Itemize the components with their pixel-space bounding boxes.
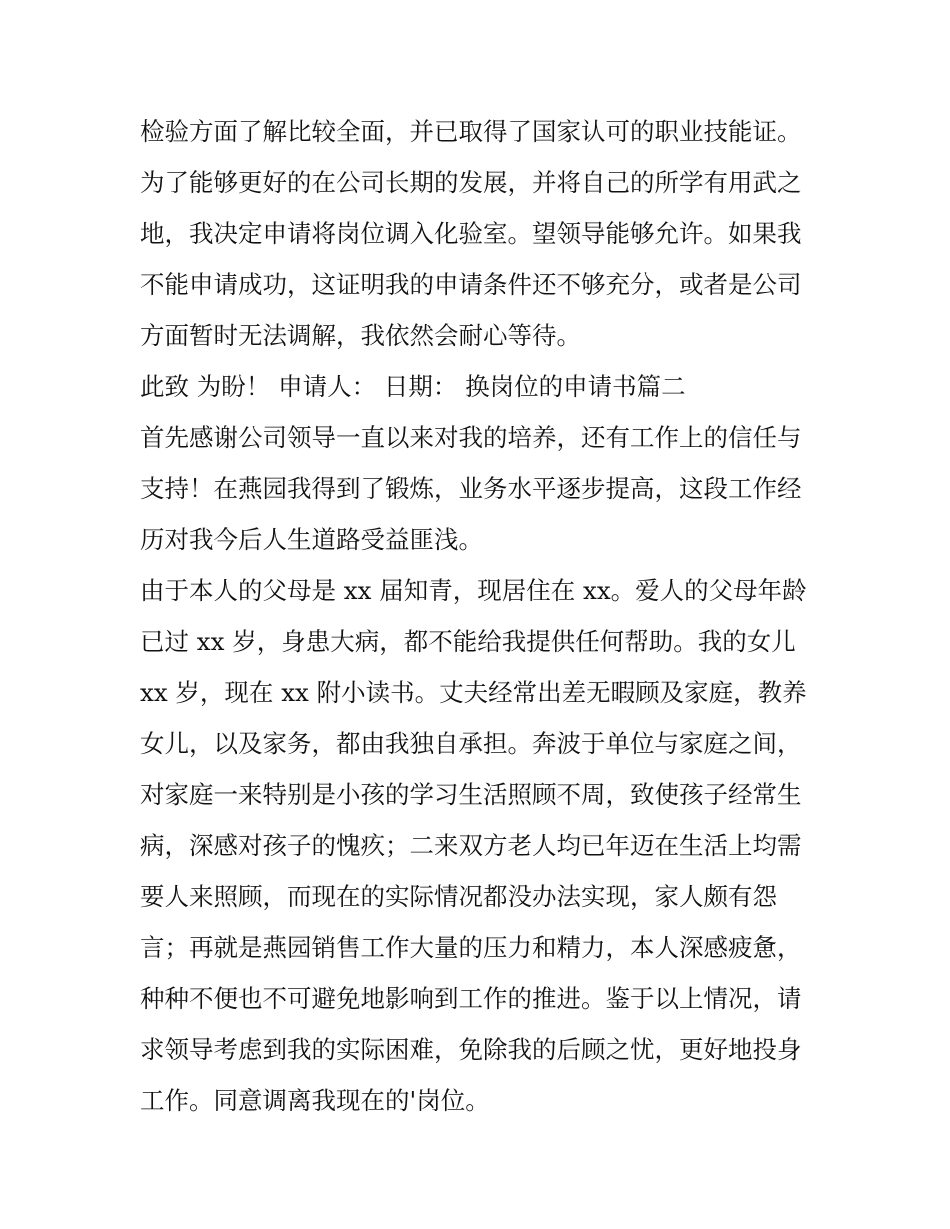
- document-body: [140, 106, 820, 1126]
- text-line: 历对我今后人生道路受益匪浅。: [140, 525, 483, 554]
- text-line: 首先感谢公司领导一直以来对我的培养，还有工作上的信任与: [140, 423, 802, 452]
- text-line: 言；再就是燕园销售工作大量的压力和精力，本人深感疲惫，: [140, 933, 802, 962]
- text-line: 对家庭一来特别是小孩的学习生活照顾不周，致使孩子经常生: [140, 780, 802, 809]
- text-line: 检验方面了解比较全面，并已取得了国家认可的职业技能证。: [140, 117, 802, 146]
- text-line: 求领导考虑到我的实际困难，免除我的后顾之忧，更好地投身: [140, 1035, 802, 1064]
- text-line: 支持！在燕园我得到了锻炼，业务水平逐步提高，这段工作经: [140, 474, 802, 503]
- text-line: 已过 xx 岁，身患大病，都不能给我提供任何帮助。我的女儿: [140, 627, 796, 656]
- text-line: 种种不便也不可避免地影响到工作的推进。鉴于以上情况，请: [140, 984, 802, 1013]
- text-line: xx 岁，现在 xx 附小读书。丈夫经常出差无暇顾及家庭，教养: [140, 678, 807, 707]
- text-line: 女儿，以及家务，都由我独自承担。奔波于单位与家庭之间，: [140, 729, 802, 758]
- text-line: 工作。同意调离我现在的'岗位。: [140, 1086, 490, 1115]
- closing-line: 此致 为盼！ 申请人： 日期： 换岗位的申请书篇二: [140, 372, 686, 401]
- text-line: 病，深感对孩子的愧疚；二来双方老人均已年迈在生活上均需: [140, 831, 802, 860]
- text-line: 要人来照顾，而现在的实际情况都没办法实现，家人颇有怨: [140, 882, 777, 911]
- text-line: 不能申请成功，这证明我的申请条件还不够充分，或者是公司: [140, 270, 802, 299]
- text-line: 由于本人的父母是 xx 届知青，现居住在 xx。爱人的父母年龄: [140, 576, 807, 605]
- text-line: 为了能够更好的在公司长期的发展，并将自己的所学有用武之: [140, 168, 802, 197]
- text-line: 方面暂时无法调解，我依然会耐心等待。: [140, 321, 581, 350]
- text-line: 地，我决定申请将岗位调入化验室。望领导能够允许。如果我: [140, 219, 802, 248]
